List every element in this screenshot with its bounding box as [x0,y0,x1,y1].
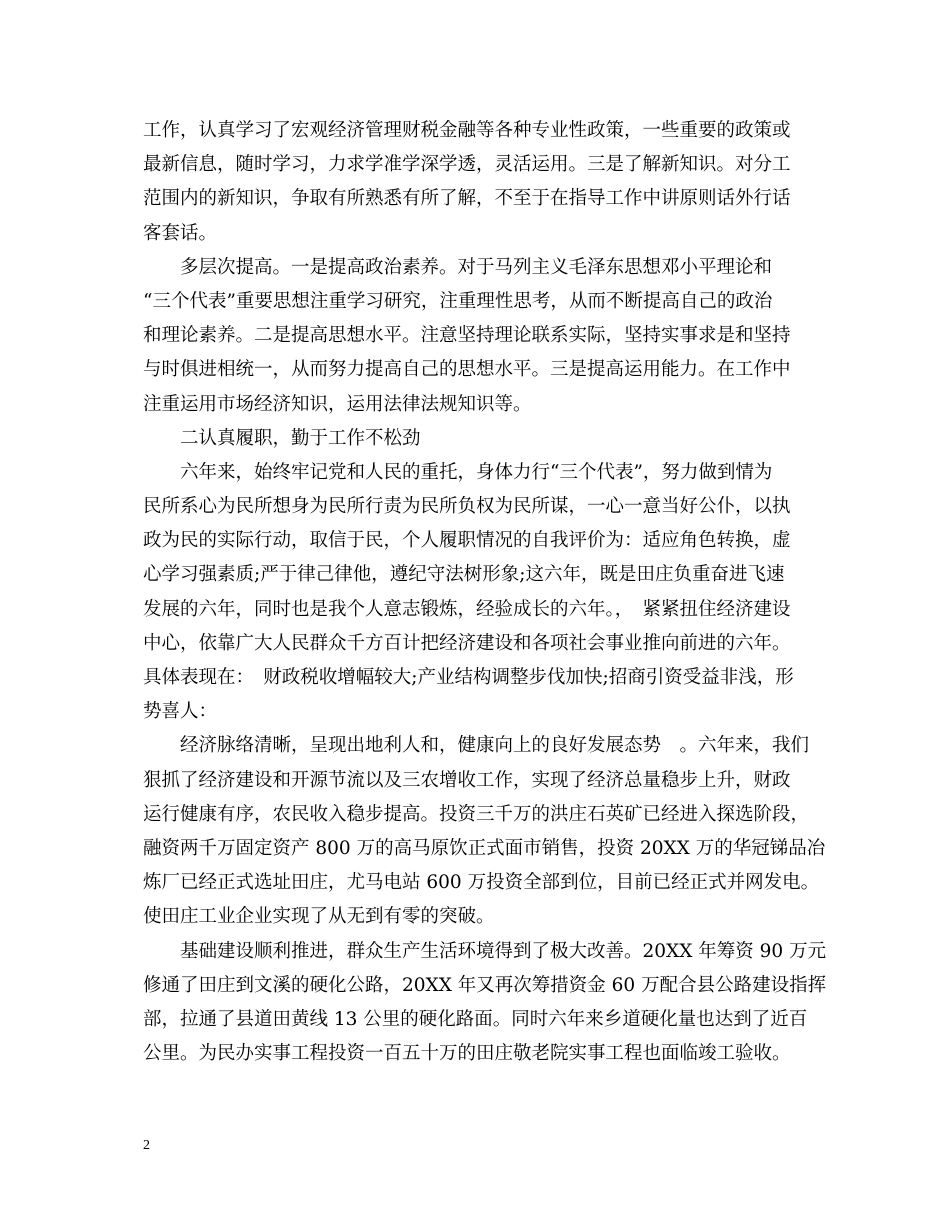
text-line: 运行健康有序，农民收入稳步提高。投资三千万的洪庄石英矿已经进入探选阶段， [143,803,810,825]
text-line: 使田庄工业企业实现了从无到有零的突破。 [143,906,495,928]
text-line: 炼厂已经正式选址田庄，尤马电站 600 万投资全部到位，目前已经正式并网发电。 [143,872,820,894]
text-line: 中心，依靠广大人民群众千方百计把经济建设和各项社会事业推向前进的六年。 [143,632,791,654]
text-line: 势喜人： [143,701,218,723]
text-line: 政为民的实际行动，取信于民，个人履职情况的自我评价为：适应角色转换，虚 [143,530,791,552]
text-line: 和理论素养。二是提高思想水平。注意坚持理论联系实际，坚持实事求是和坚持 [143,325,791,347]
text-line: 民所系心为民所想身为民所行责为民所负权为民所谋，一心一意当好公仆，以执 [143,496,791,518]
text-line: 狠抓了经济建设和开源节流以及三农增收工作，实现了经济总量稳步上升，财政 [143,769,791,791]
text-line: 工作，认真学习了宏观经济管理财税金融等各种专业性政策，一些重要的政策或 [143,120,791,141]
text-line: 注重运用市场经济知识，运用法律法规知识等。 [143,393,532,415]
text-line: 范围内的新知识，争取有所熟悉有所了解，不至于在指导工作中讲原则话外行话 [143,188,791,210]
text-line: 经济脉络清晰，呈现出地利人和，健康向上的良好发展态势 。六年来，我们 [143,735,810,757]
page-number: 2 [143,1138,150,1153]
text-line: 公里。为民办实事工程投资一百五十万的田庄敬老院实事工程也面临竣工验收。 [143,1043,791,1065]
text-line: 心学习强素质;严于律己律他，遵纪守法树形象;这六年，既是田庄负重奋进飞速 [143,564,785,586]
text-line: 部，拉通了县道田黄线 13 公里的硬化路面。同时六年来乡道硬化量也达到了近百 [143,1008,808,1030]
text-line: 最新信息，随时学习，力求学准学深学透，灵活运用。三是了解新知识。对分工 [143,154,791,176]
text-line: 与时俱进相统一，从而努力提高自己的思想水平。三是提高运用能力。在工作中 [143,359,791,381]
text-line: 客套话。 [143,222,218,244]
text-line: 六年来，始终牢记党和人民的重托，身体力行“三个代表”，努力做到情为 [143,461,773,483]
text-line: 具体表现在： 财政税收增幅较大;产业结构调整步伐加快;招商引资受益非浅，形 [143,667,794,688]
body-text [143,114,833,1071]
text-line: 二认真履职，勤于工作不松劲 [143,427,421,449]
text-line: 发展的六年，同时也是我个人意志锻炼，经验成长的六年。， 紧紧扭住经济建设 [143,598,791,620]
text-line: 多层次提高。一是提高政治素养。对于马列主义毛泽东思想邓小平理论和 [143,256,773,278]
text-line: 修通了田庄到文溪的硬化公路，20XX 年又再次筹措资金 60 万配合县公路建设指挥 [143,974,827,996]
text-line: 融资两千万固定资产 800 万的高马原饮正式面市销售，投资 20XX 万的华冠锑品冶 [143,837,826,859]
text-line: “三个代表”重要思想注重学习研究，注重理性思考，从而不断提高自己的政治 [143,290,773,312]
text-line: 基础建设顺利推进，群众生产生活环境得到了极大改善。20XX 年筹资 90 万元 [143,940,827,962]
